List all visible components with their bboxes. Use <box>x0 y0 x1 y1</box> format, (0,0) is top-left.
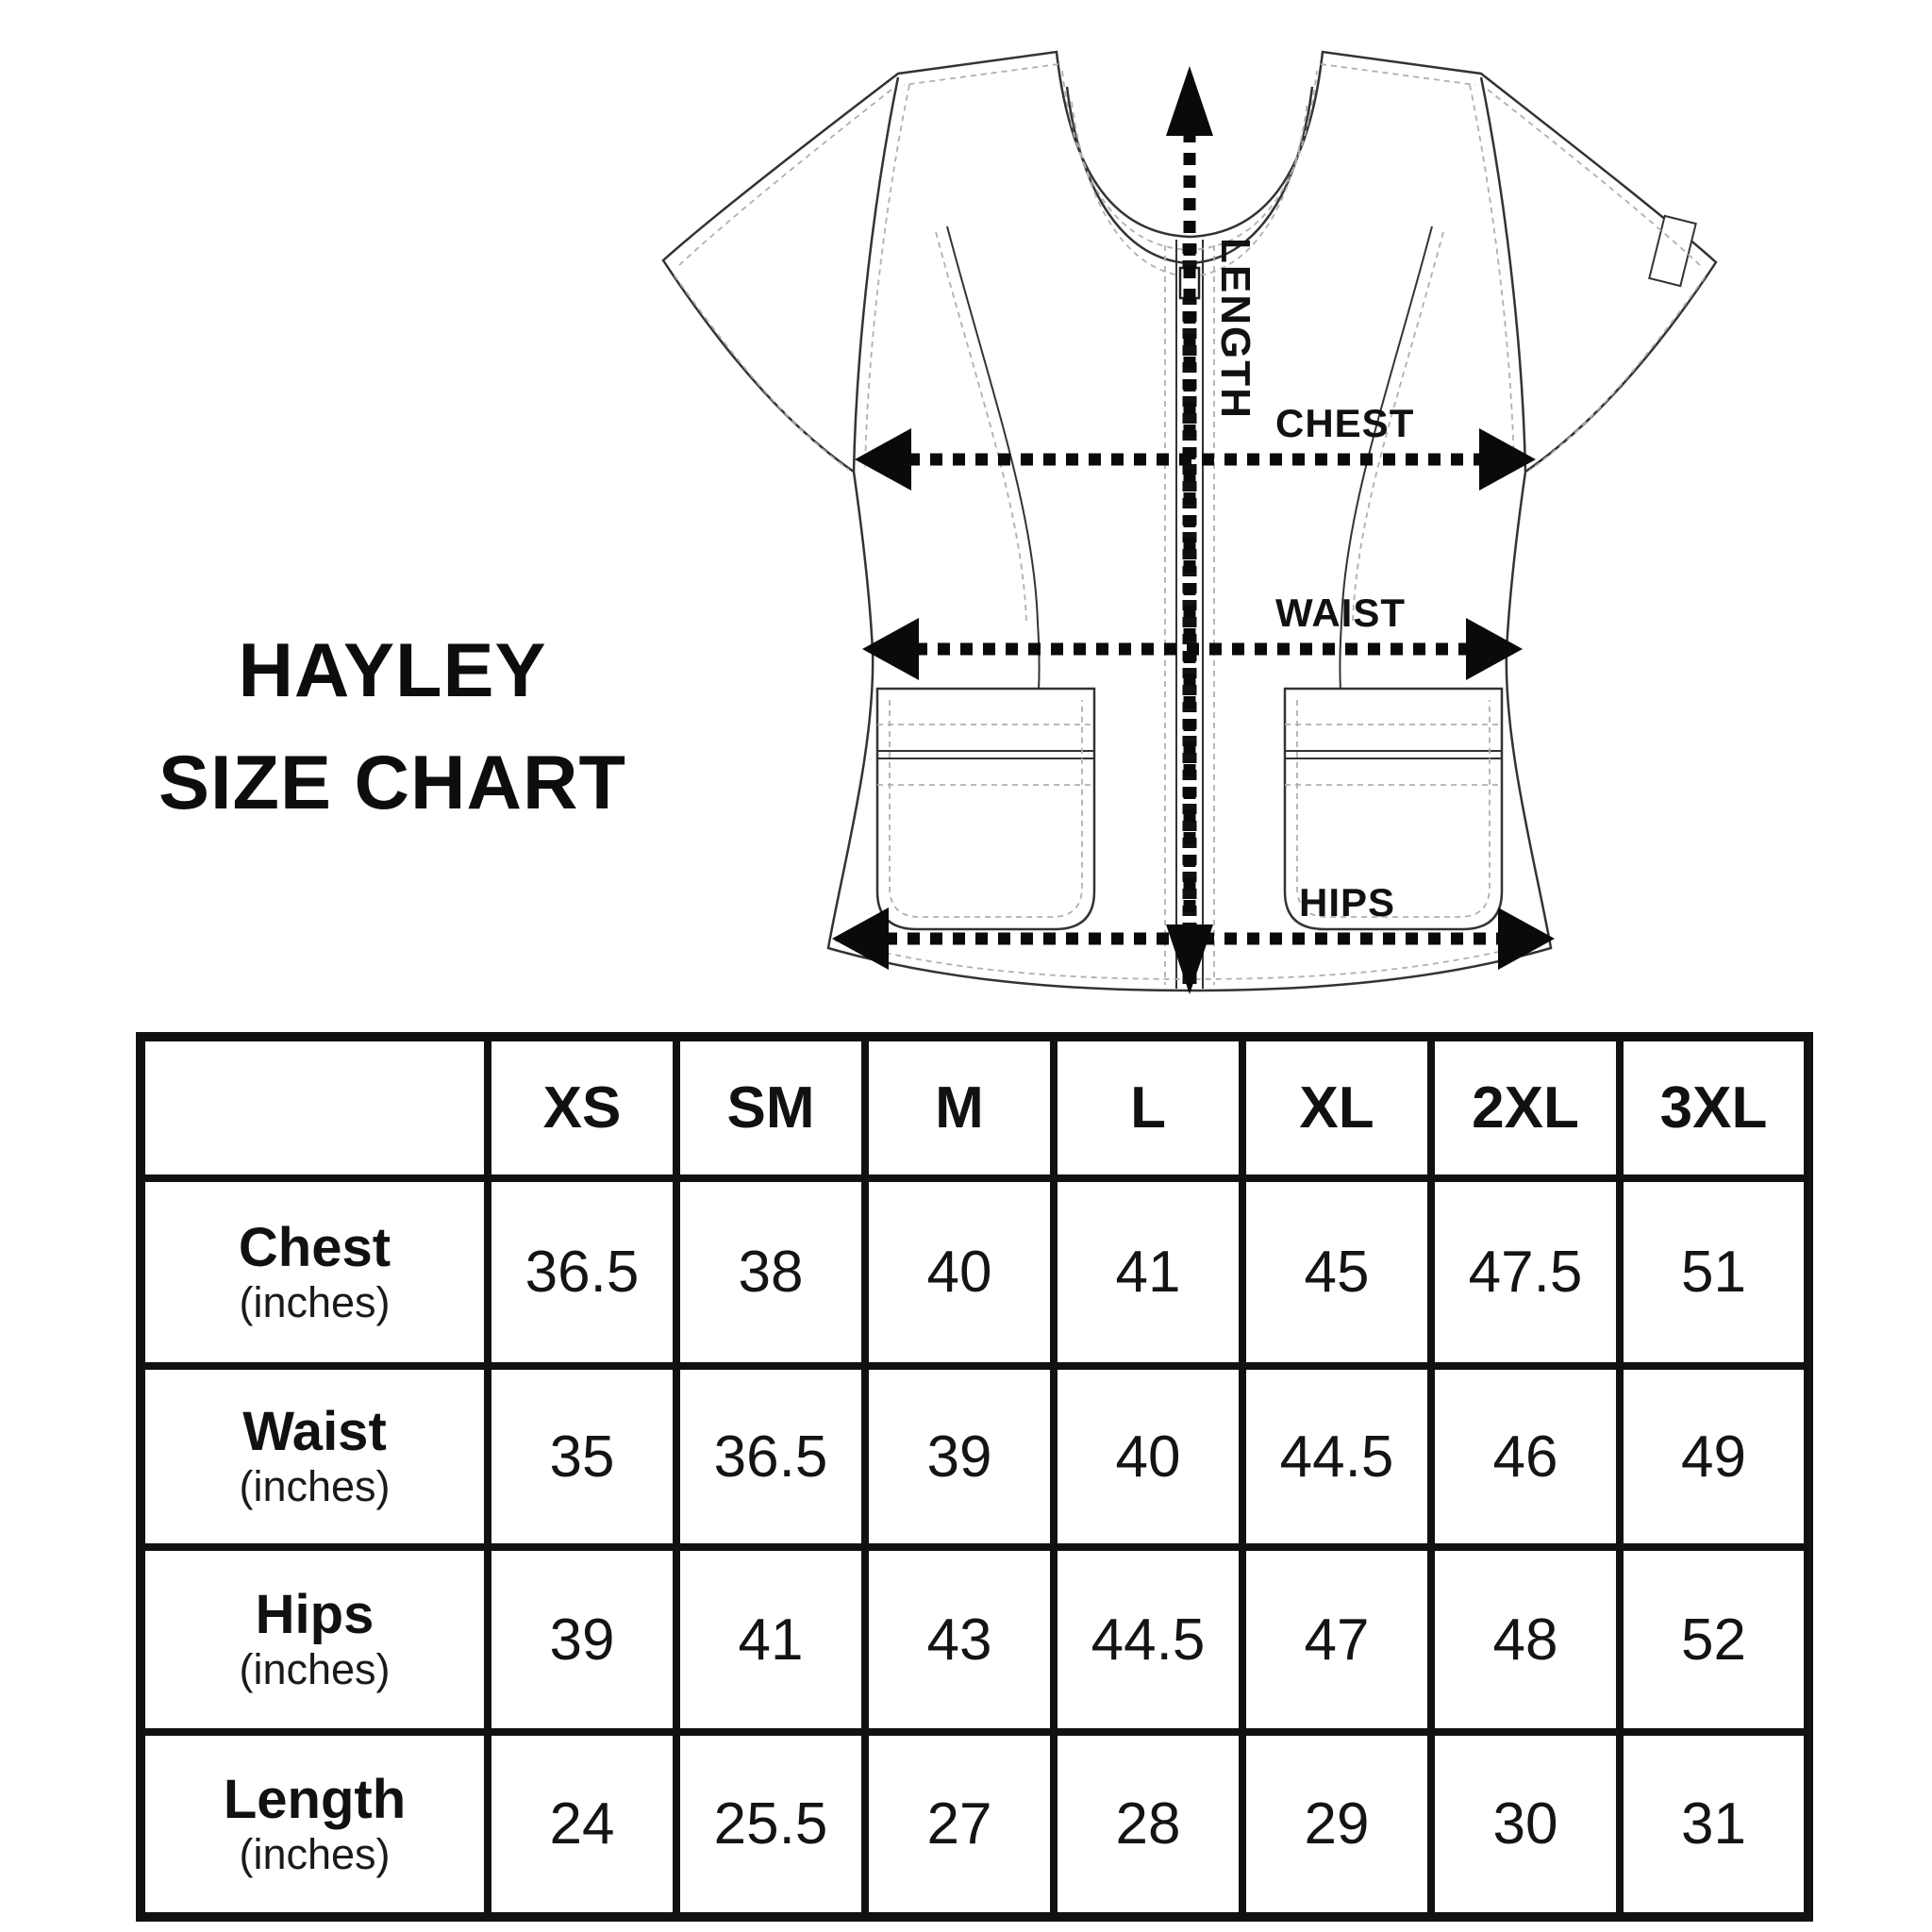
measurement-name: Hips <box>255 1584 375 1645</box>
chest-sm-value: 38 <box>676 1178 865 1366</box>
size-column-header-sm: SM <box>676 1037 865 1178</box>
size-table <box>136 1032 1813 1922</box>
chest-xl-value: 45 <box>1242 1178 1431 1366</box>
waist-2xl-value: 46 <box>1431 1366 1620 1547</box>
hips-xs-value: 39 <box>488 1547 676 1732</box>
hips-m-value: 43 <box>865 1547 1054 1732</box>
measurement-unit: (inches) <box>239 1829 391 1878</box>
page-title-line1: HAYLEY <box>238 628 547 713</box>
waist-row <box>141 1366 1808 1547</box>
length-arrowhead-up <box>1166 66 1213 136</box>
waist-sm-value: 36.5 <box>676 1366 865 1547</box>
hips-row <box>141 1547 1808 1732</box>
chest-label: CHEST <box>1275 401 1415 445</box>
chest-xs-value: 36.5 <box>488 1178 676 1366</box>
size-column-header-3xl: 3XL <box>1620 1037 1808 1178</box>
length-m-value: 27 <box>865 1732 1054 1917</box>
hips-sm-value: 41 <box>676 1547 865 1732</box>
chest-row <box>141 1178 1808 1366</box>
length-row <box>141 1732 1808 1917</box>
waist-xl-value: 44.5 <box>1242 1366 1431 1547</box>
corner-cell <box>141 1037 488 1178</box>
size-column-header-xl: XL <box>1242 1037 1431 1178</box>
waist-row-label <box>141 1366 488 1547</box>
page-title <box>62 615 723 840</box>
length-row-label <box>141 1732 488 1917</box>
measurement-unit: (inches) <box>239 1277 391 1326</box>
length-3xl-value: 31 <box>1620 1732 1808 1917</box>
size-column-header-m: M <box>865 1037 1054 1178</box>
measurement-name: Waist <box>242 1401 387 1462</box>
waist-3xl-value: 49 <box>1620 1366 1808 1547</box>
hips-3xl-value: 52 <box>1620 1547 1808 1732</box>
length-xl-value: 29 <box>1242 1732 1431 1917</box>
size-table-header-row <box>141 1037 1808 1178</box>
length-l-value: 28 <box>1054 1732 1242 1917</box>
waist-l-value: 40 <box>1054 1366 1242 1547</box>
length-2xl-value: 30 <box>1431 1732 1620 1917</box>
measurement-unit: (inches) <box>239 1462 391 1510</box>
hips-2xl-value: 48 <box>1431 1547 1620 1732</box>
waist-xs-value: 35 <box>488 1366 676 1547</box>
waist-label: WAIST <box>1275 591 1406 635</box>
size-column-header-xs: XS <box>488 1037 676 1178</box>
hips-label: HIPS <box>1299 880 1396 924</box>
measurement-name: Length <box>223 1768 407 1830</box>
size-column-header-2xl: 2XL <box>1431 1037 1620 1178</box>
hips-xl-value: 47 <box>1242 1547 1431 1732</box>
length-label: LENGTH <box>1212 238 1258 420</box>
chest-row-label <box>141 1178 488 1366</box>
page-title-line2: SIZE CHART <box>158 741 626 825</box>
length-sm-value: 25.5 <box>676 1732 865 1917</box>
hips-l-value: 44.5 <box>1054 1547 1242 1732</box>
measurement-unit: (inches) <box>239 1645 391 1693</box>
size-column-header-l: L <box>1054 1037 1242 1178</box>
chest-m-value: 40 <box>865 1178 1054 1366</box>
chest-3xl-value: 51 <box>1620 1178 1808 1366</box>
chest-l-value: 41 <box>1054 1178 1242 1366</box>
chest-2xl-value: 47.5 <box>1431 1178 1620 1366</box>
waist-m-value: 39 <box>865 1366 1054 1547</box>
measurement-name: Chest <box>238 1216 391 1278</box>
hips-row-label <box>141 1547 488 1732</box>
length-xs-value: 24 <box>488 1732 676 1917</box>
